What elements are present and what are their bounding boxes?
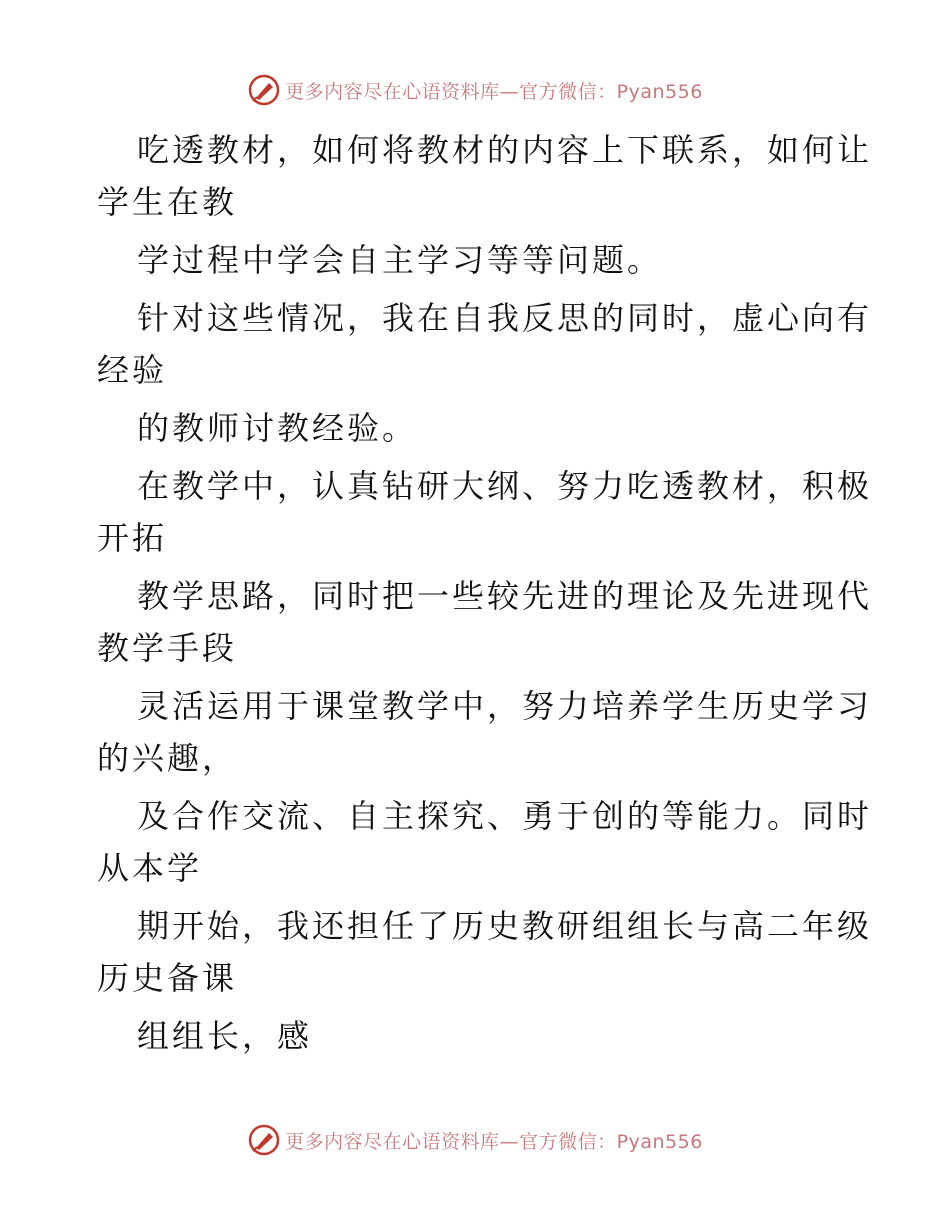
paragraph-line: 教学思路，同时把一些较先进的理论及先进现代 [137,577,873,615]
paragraph [97,900,873,1004]
paragraph [97,124,873,228]
paragraph-line: 开拓 [97,519,168,557]
footer-banner [0,1120,950,1160]
paragraph-line: 组组长，感 [137,1017,313,1055]
pen-nib-logo-icon [247,1123,281,1157]
header-banner [0,70,950,110]
paragraph-line: 及合作交流、自主探究、勇于创的等能力。同时 [137,797,873,835]
pen-nib-logo-icon [247,73,281,107]
paragraph-line: 的教师讨教经验。 [137,409,418,447]
footer-banner-text: 更多内容尽在心语资料库—官方微信：Pyan556 [285,1130,703,1153]
paragraph [97,402,857,454]
paragraph-line: 历史备课 [97,959,238,997]
paragraph [97,680,873,784]
paragraph-line: 教学手段 [97,629,238,667]
paragraph [97,292,873,396]
paragraph-line: 的兴趣， [97,739,238,777]
paragraph-line: 期开始，我还担任了历史教研组组长与高二年级 [137,907,873,945]
document-body [97,124,873,1068]
paragraph-line: 灵活运用于课堂教学中，努力培养学生历史学习 [137,687,873,725]
paragraph [97,790,873,894]
paragraph [97,234,857,286]
paragraph-line: 在教学中，认真钻研大纲、努力吃透教材，积极 [137,467,873,505]
paragraph-line: 针对这些情况，我在自我反思的同时，虚心向有 [137,299,873,337]
paragraph [97,460,873,564]
header-banner-text: 更多内容尽在心语资料库—官方微信：Pyan556 [285,80,703,103]
paragraph-line: 吃透教材，如何将教材的内容上下联系，如何让 [137,131,873,169]
paragraph [97,570,873,674]
paragraph-line: 从本学 [97,849,203,887]
paragraph [97,1010,857,1062]
paragraph-line: 学过程中学会自主学习等等问题。 [137,241,663,279]
paragraph-line: 经验 [97,351,168,389]
paragraph-line: 学生在教 [97,183,238,221]
